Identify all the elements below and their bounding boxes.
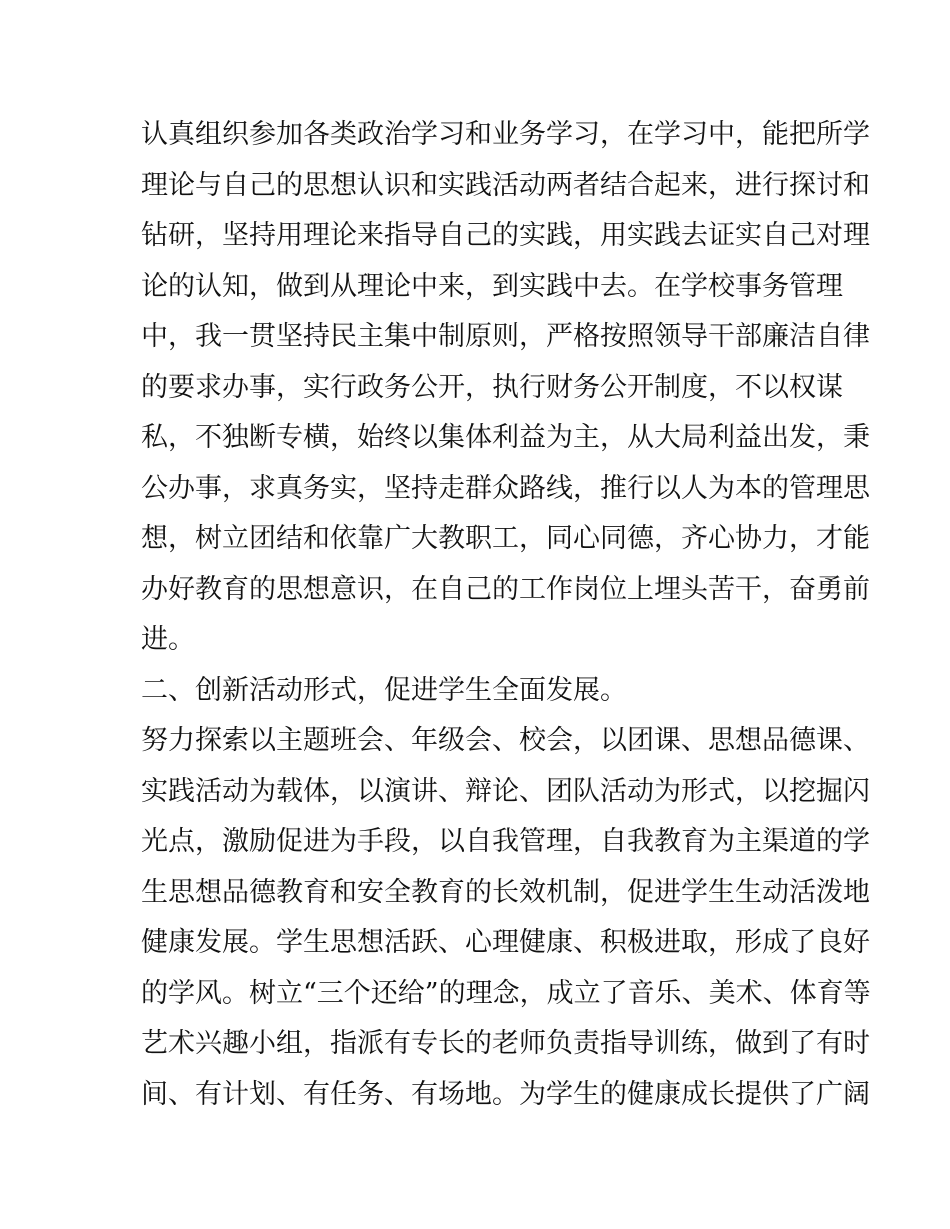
- text-line: 私，不独断专横，始终以集体利益为主，从大局利益出发，秉: [141, 422, 870, 453]
- text-line: 办好教育的思想意识，在自己的工作岗位上埋头苦干，奋勇前: [141, 573, 870, 605]
- text-line: 光点，激励促进为手段，以自我管理，自我教育为主渠道的学: [141, 826, 870, 857]
- text-line: 中，我一贯坚持民主集中制原则，严格按照领导干部廉洁自律: [141, 321, 870, 352]
- text-line: 的学风。树立“三个还给”的理念，成立了音乐、美术、体育等: [141, 977, 871, 1009]
- section-heading: 二、创新活动形式，促进学生全面发展。: [141, 674, 627, 706]
- text-line: 想，树立团结和依靠广大教职工，同心同德，齐心协力，才能: [141, 523, 870, 554]
- text-line: 实践活动为载体，以演讲、辩论、团队活动为形式，以挖掘闪: [141, 775, 870, 807]
- text-line: 的要求办事，实行政务公开，执行财务公开制度，不以权谋: [141, 371, 843, 403]
- text-line: 健康发展。学生思想活跃、心理健康、积极进取，形成了良好: [141, 927, 870, 958]
- text-line: 公办事，求真务实，坚持走群众路线，推行以人为本的管理思: [141, 472, 870, 504]
- text-line: 生思想品德教育和安全教育的长效机制，促进学生生动活泼地: [141, 876, 870, 908]
- body-text: [141, 110, 871, 1120]
- text-line: 进。: [141, 624, 195, 655]
- text-line: 钻研，坚持用理论来指导自己的实践，用实践去证实自己对理: [141, 220, 870, 251]
- text-line: 论的认知，做到从理论中来，到实践中去。在学校事务管理: [141, 270, 843, 302]
- text-line: 认真组织参加各类政治学习和业务学习，在学习中，能把所学: [141, 119, 870, 150]
- text-line: 间、有计划、有任务、有场地。为学生的健康成长提供了广阔: [141, 1078, 870, 1110]
- text-line: 努力探索以主题班会、年级会、校会，以团课、思想品德课、: [141, 725, 870, 756]
- text-line: 艺术兴趣小组，指派有专长的老师负责指导训练，做到了有时: [141, 1028, 870, 1059]
- text-line: 理论与自己的思想认识和实践活动两者结合起来，进行探讨和: [141, 169, 870, 201]
